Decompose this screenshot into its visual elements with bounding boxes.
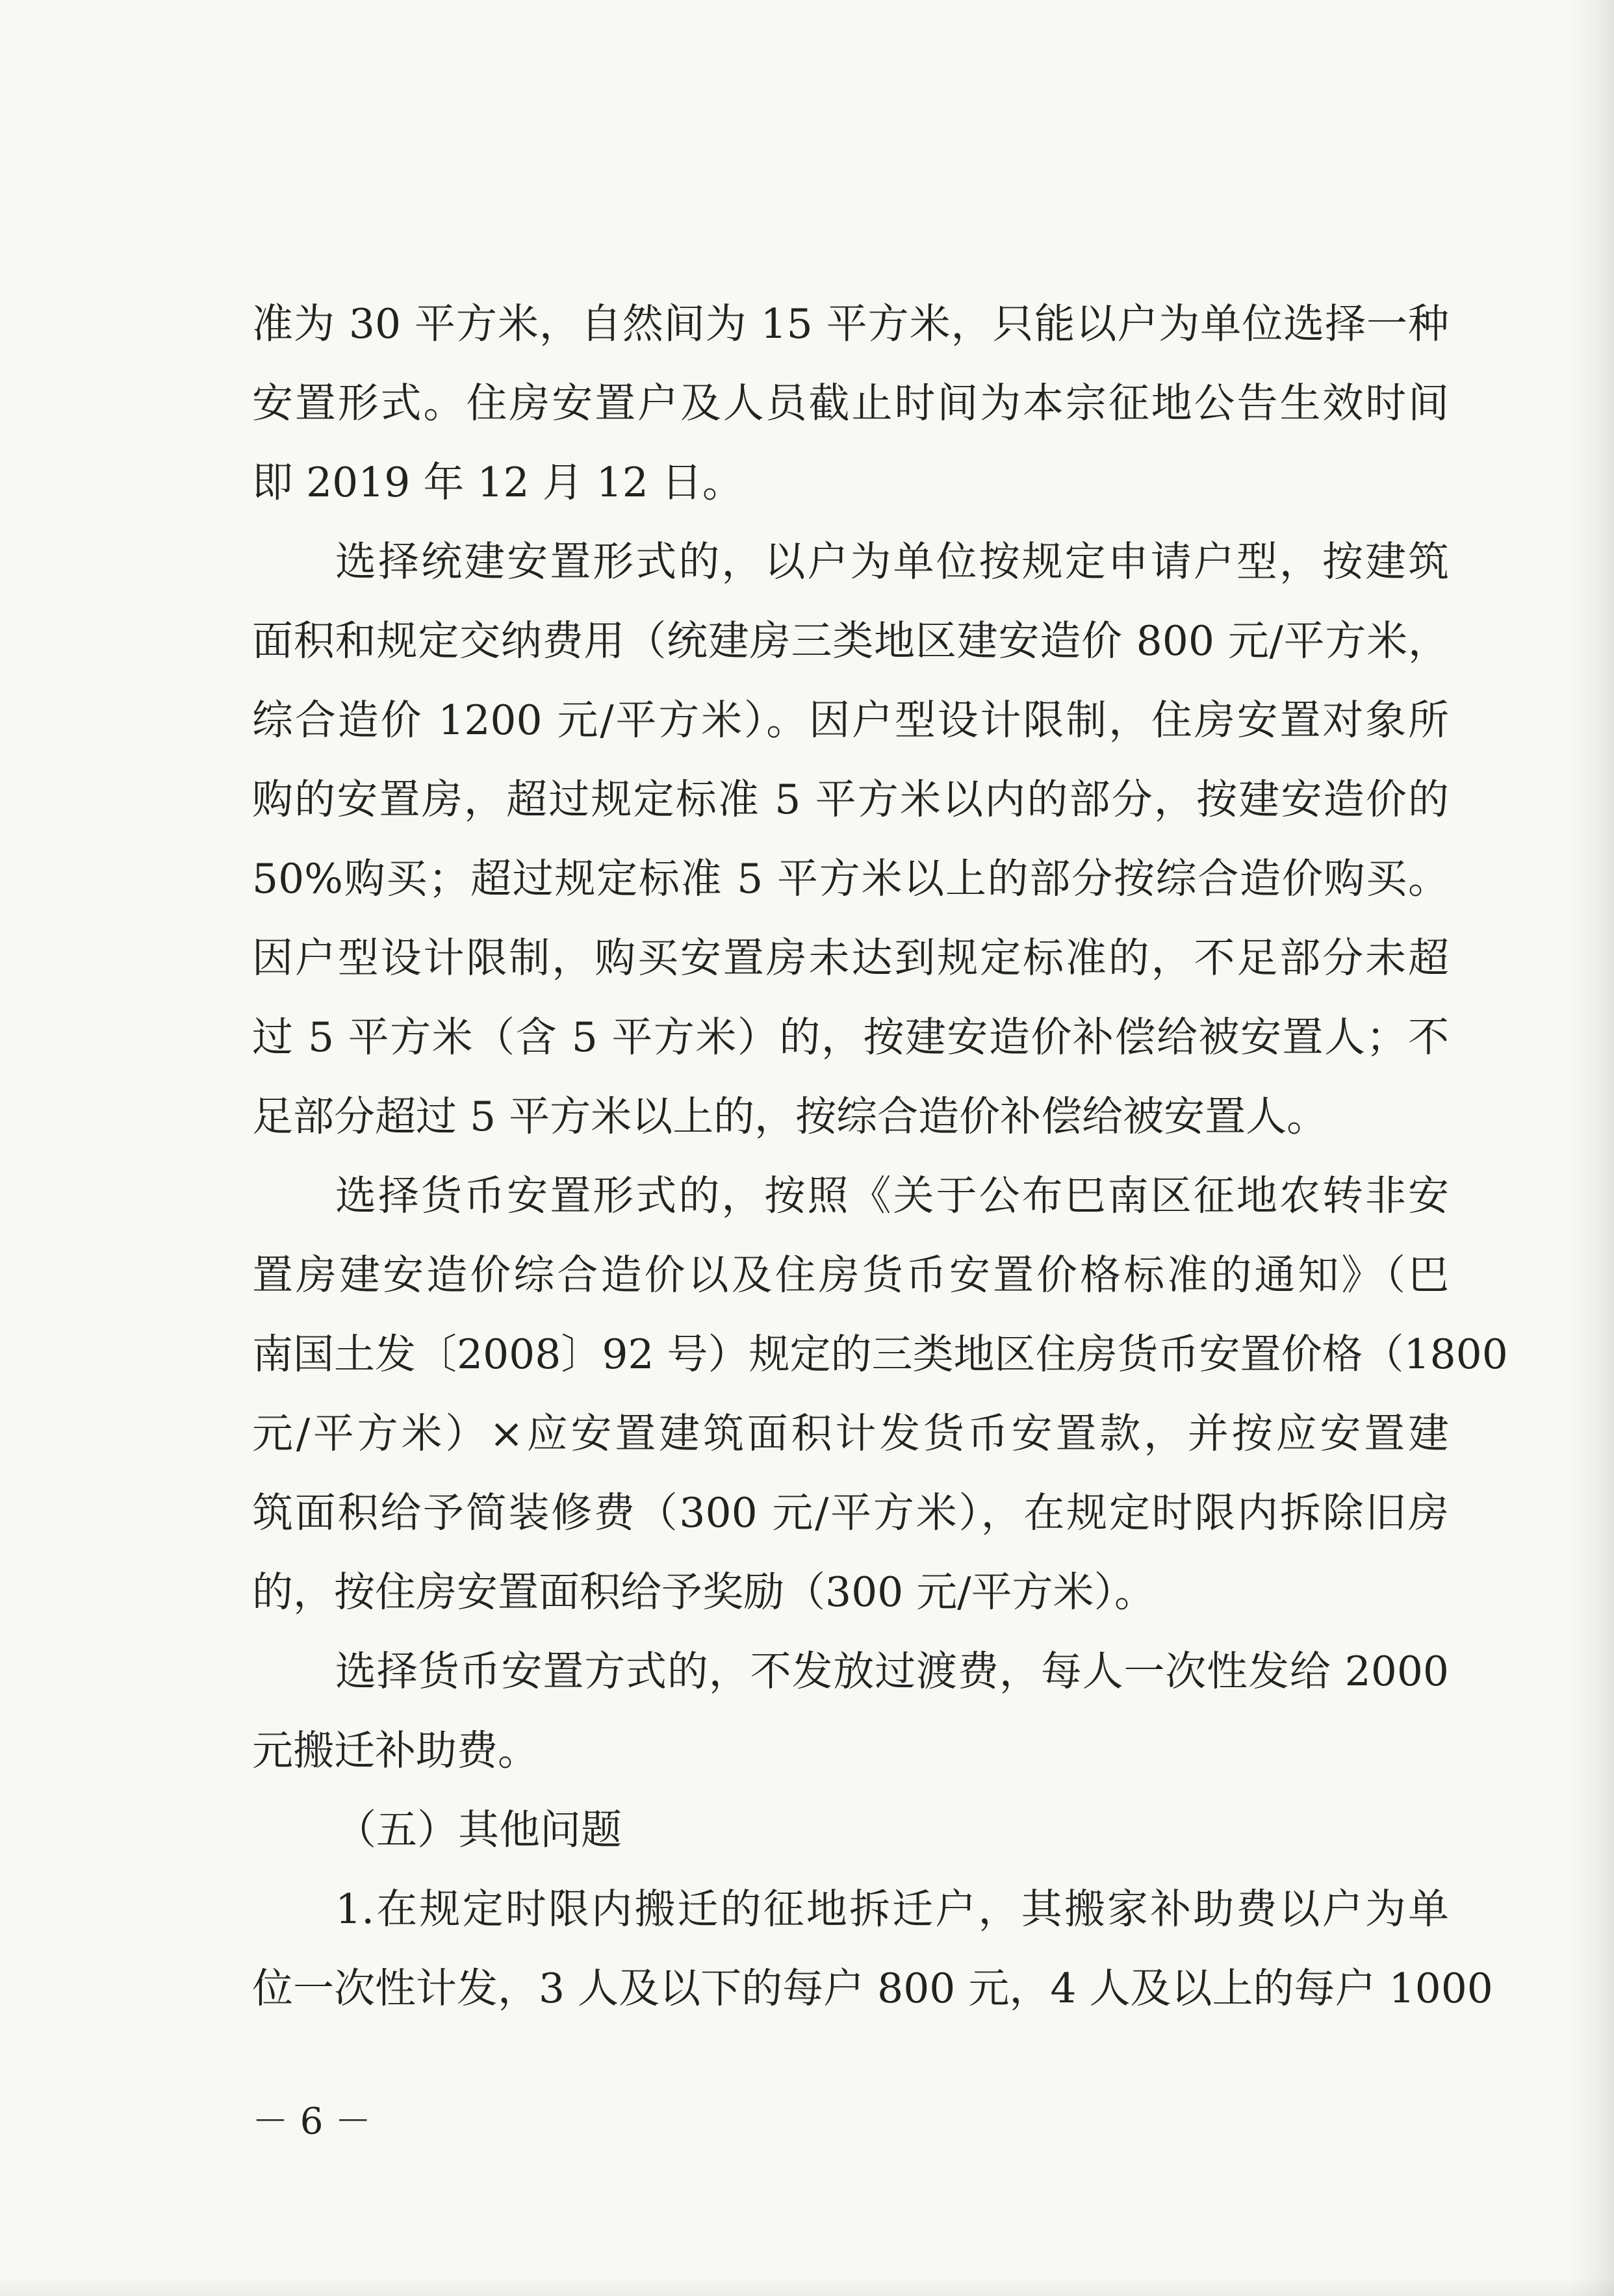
text-line: 即 2019 年 12 月 12 日。 [252,459,743,506]
text-line: 过 5 平方米（含 5 平方米）的，按建安造价补偿给被安置人；不 [252,1014,1449,1061]
text-line: 的，按住房安置面积给予奖励（300 元/平方米）。 [252,1568,1155,1616]
text-line: 选择货币安置形式的，按照《关于公布巴南区征地农转非安 [335,1172,1449,1219]
text-line: 面积和规定交纳费用（统建房三类地区建安造价 800 元/平方米， [252,617,1449,665]
scan-shadow [1569,0,1614,2296]
page-number: － 6 － [252,2100,372,2143]
scan-edge [0,2277,1614,2296]
text-line: 因户型设计限制，购买安置房未达到规定标准的，不足部分未超 [252,934,1449,982]
text-line: 选择货币安置方式的，不发放过渡费，每人一次性发给 2000 [335,1648,1449,1695]
text-line: 置房建安造价综合造价以及住房货币安置价格标准的通知》（巴 [252,1251,1449,1299]
section-heading: （五）其他问题 [335,1806,622,1854]
text-line: 元/平方米）×应安置建筑面积计发货币安置款，并按应安置建 [252,1410,1449,1457]
text-line: 50%购买；超过规定标准 5 平方米以上的部分按综合造价购买。 [252,855,1449,902]
text-line: 南国土发〔2008〕92 号）规定的三类地区住房货币安置价格（1800 [252,1331,1508,1378]
text-line: 足部分超过 5 平方米以上的，按综合造价补偿给被安置人。 [252,1093,1328,1140]
text-line: 综合造价 1200 元/平方米）。因户型设计限制，住房安置对象所 [252,696,1449,744]
text-line: 购的安置房，超过规定标准 5 平方米以内的部分，按建安造价的 [252,776,1449,823]
text-line: 准为 30 平方米，自然间为 15 平方米，只能以户为单位选择一种 [252,300,1449,348]
body-text [252,285,1508,2028]
text-line: 元搬迁补助费。 [252,1727,539,1774]
text-line: 1.在规定时限内搬迁的征地拆迁户，其搬家补助费以户为单 [335,1885,1449,1933]
text-line: 筑面积给予简装修费（300 元/平方米），在规定时限内拆除旧房 [252,1489,1449,1537]
text-line: 选择统建安置形式的，以户为单位按规定申请户型，按建筑 [335,538,1449,585]
text-line: 安置形式。住房安置户及人员截止时间为本宗征地公告生效时间 [252,379,1449,427]
text-line: 位一次性计发，3 人及以下的每户 800 元，4 人及以上的每户 1000 [252,1965,1493,2012]
